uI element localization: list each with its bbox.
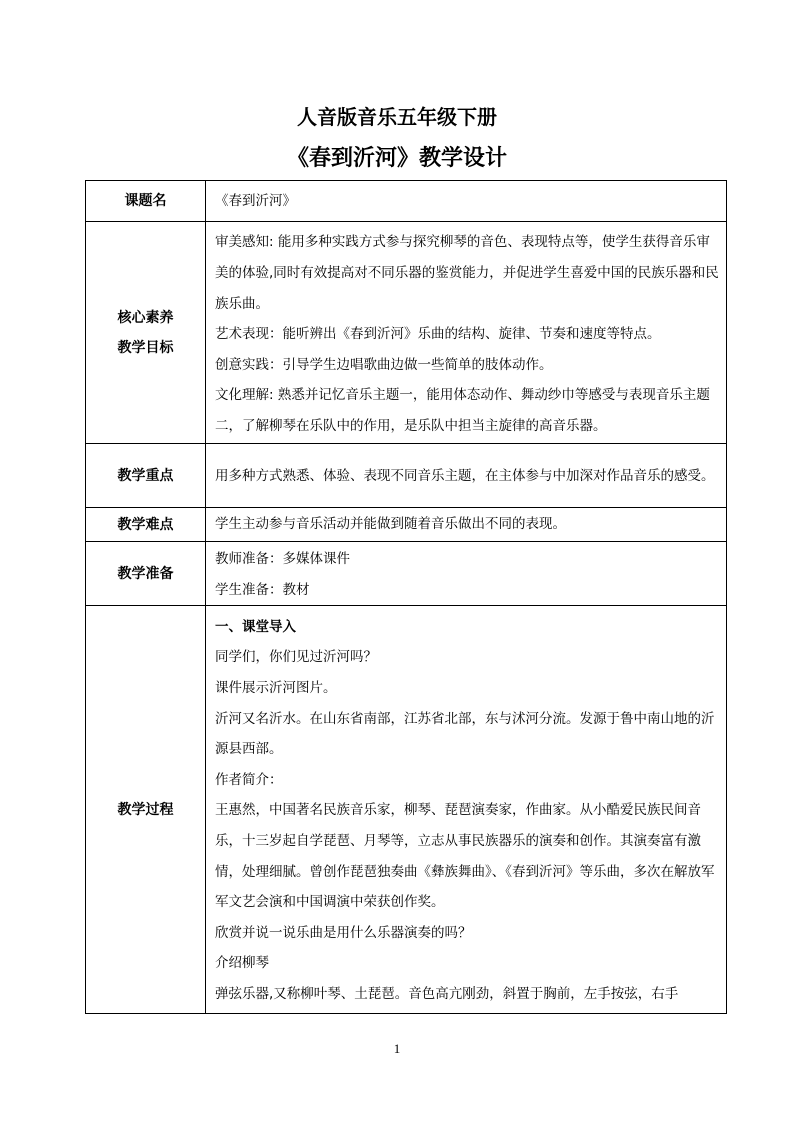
- process-paragraph: 同学们，你们见过沂河吗？: [215, 649, 377, 666]
- process-paragraph: 王惠然，中国著名民族音乐家，柳琴、琵琶演奏家，作曲家。从小酷爱民族民间音乐，十三岁起自学琵琶、月琴等，立志从事民族器乐的演奏和创作。其演奏富有激情，处理细腻。曾创作琵琶独奏曲《彝族舞曲》、《春到沂河》等乐曲，多次在解放军军文艺会演和中国调演中荣获创作奖。: [215, 802, 715, 911]
- preparation-student: 学生准备：教材: [215, 581, 310, 598]
- key-points-text: 用多种方式熟悉、体验、表现不同音乐主题，在主体参与中加深对作品音乐的感受。: [215, 468, 715, 485]
- row-topic: [86, 181, 727, 222]
- value-difficulties: [206, 508, 727, 542]
- row-difficulties: [86, 508, 727, 542]
- goal-art-expression: 艺术表现：能听辨出《春到沂河》乐曲的结构、旋律、节奏和速度等特点。: [215, 326, 661, 343]
- process-paragraph: 欣赏并说一说乐曲是用什么乐器演奏的吗？: [215, 924, 472, 941]
- label-difficulties: 教学难点: [86, 508, 206, 542]
- topic-text: 《春到沂河》: [215, 192, 296, 209]
- row-key-points: [86, 444, 727, 508]
- row-process: [86, 606, 727, 1014]
- value-process: [206, 606, 727, 1014]
- row-goals: [86, 222, 727, 444]
- label-key-points: 教学重点: [86, 444, 206, 508]
- label-goals-line1: 核心素养: [117, 309, 174, 326]
- row-preparation: [86, 542, 727, 606]
- value-key-points: [206, 444, 727, 508]
- process-paragraph: 课件展示沂河图片。: [215, 680, 337, 697]
- process-paragraph: 作者简介：: [215, 771, 283, 788]
- label-preparation: 教学准备: [86, 542, 206, 606]
- process-paragraph: 沂河又名沂水。在山东省南部，江苏省北部，东与沭河分流。发源于鲁中南山地的沂源县西部。: [215, 710, 715, 758]
- value-topic: [206, 181, 727, 222]
- label-goals: [86, 222, 206, 444]
- preparation-teacher: 教师准备：多媒体课件: [215, 551, 350, 567]
- goal-cultural-understanding: 文化理解: 熟悉并记忆音乐主题一，能用体态动作、舞动纱巾等感受与表现音乐主题二，了解柳琴在乐队中的作用，是乐队中担当主旋律的高音乐器。: [215, 387, 710, 434]
- difficulties-text: 学生主动参与音乐活动并能做到随着音乐做出不同的表现。: [215, 516, 566, 533]
- page-number: 1: [393, 1041, 401, 1056]
- goal-creative-practice: 创意实践：引导学生边唱歌曲边做一些简单的肢体动作。: [215, 356, 553, 373]
- document-title-line2: 《春到沂河》教学设计: [286, 146, 507, 171]
- value-goals: [206, 222, 727, 444]
- process-heading: 一、课堂导入: [215, 618, 296, 635]
- process-paragraph: 介绍柳琴: [215, 955, 269, 972]
- goal-aesthetic: 审美感知: 能用多种实践方式参与探究柳琴的音色、表现特点等，使学生获得音乐审美的体验,同时有效提高对不同乐器的鉴赏能力，并促进学生喜爱中国的民族乐器和民族乐曲。: [215, 234, 719, 312]
- label-goals-line2: 教学目标: [117, 339, 174, 356]
- value-preparation: [206, 542, 727, 606]
- lesson-plan-table: [85, 180, 727, 1014]
- document-title-line1: 人音版音乐五年级下册: [297, 105, 497, 129]
- label-process: 教学过程: [86, 606, 206, 1014]
- process-paragraph: 弹弦乐器,又称柳叶琴、土琵琶。音色高亢刚劲，斜置于胸前，左手按弦，右手: [215, 985, 679, 1002]
- label-topic: 课题名: [86, 181, 206, 222]
